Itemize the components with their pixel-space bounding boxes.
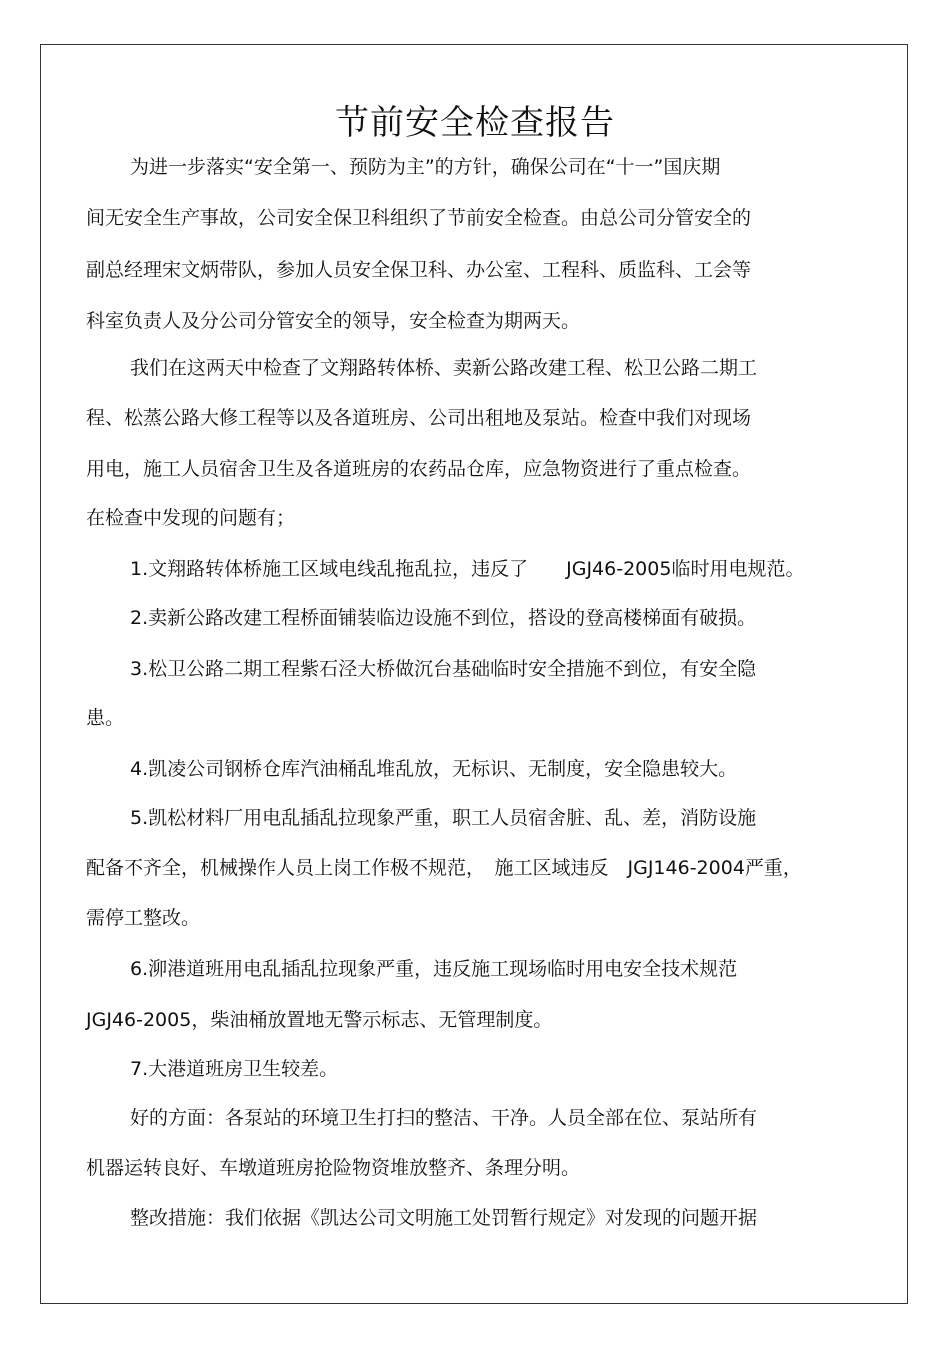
- paragraph-line: 需停工整改。: [86, 907, 201, 929]
- paragraph-line: 4.凯凌公司钢桥仓库汽油桶乱堆乱放，无标识、无制度，安全隐患较大。: [130, 758, 738, 780]
- paragraph-line: 副总经理宋文炳带队，参加人员安全保卫科、办公室、工程科、质监科、工会等: [86, 259, 752, 281]
- paragraph-line: 患。: [86, 707, 125, 729]
- paragraph-line: 3.松卫公路二期工程紫石泾大桥做沉台基础临时安全措施不到位，有安全隐: [130, 658, 757, 680]
- paragraph-line: 6.泖港道班用电乱插乱拉现象严重，违反施工现场临时用电安全技术规范: [130, 958, 738, 980]
- paragraph-line: 为进一步落实“安全第一、预防为主”的方针，确保公司在“十一”国庆期: [130, 156, 721, 178]
- paragraph-line: 配备不齐全，机械操作人员上岗工作极不规范， 施工区域违反 JGJ146-2004严重，: [86, 857, 802, 879]
- paragraph-line: 在检查中发现的问题有；: [86, 507, 296, 529]
- paragraph-line: 间无安全生产事故，公司安全保卫科组织了节前安全检查。由总公司分管安全的: [86, 207, 752, 229]
- paragraph-line: 好的方面：各泵站的环境卫生打扫的整洁、干净。人员全部在位、泵站所有: [130, 1107, 758, 1129]
- paragraph-line: 2.卖新公路改建工程桥面铺装临边设施不到位，搭设的登高楼梯面有破损。: [130, 607, 757, 629]
- document-title: 节前安全检查报告: [335, 103, 615, 143]
- paragraph-line: 我们在这两天中检查了文翔路转体桥、卖新公路改建工程、松卫公路二期工: [130, 357, 758, 379]
- paragraph-line: 机器运转良好、车墩道班房抢险物资堆放整齐、条理分明。: [86, 1157, 581, 1179]
- paragraph-line: JGJ46-2005，柴油桶放置地无警示标志、无管理制度。: [86, 1009, 553, 1031]
- paragraph-line: 用电，施工人员宿舍卫生及各道班房的农药品仓库，应急物资进行了重点检查。: [86, 458, 752, 480]
- paragraph-line: 整改措施：我们依据《凯达公司文明施工处罚暂行规定》对发现的问题开据: [130, 1207, 758, 1229]
- paragraph-line: 科室负责人及分公司分管安全的领导，安全检查为期两天。: [86, 310, 581, 332]
- paragraph-line: 7.大港道班房卫生较差。: [130, 1058, 339, 1080]
- paragraph-line: 1.文翔路转体桥施工区域电线乱拖乱拉，违反了 JGJ46-2005临时用电规范。: [130, 558, 805, 580]
- paragraph-line: 5.凯松材料厂用电乱插乱拉现象严重，职工人员宿舍脏、乱、差，消防设施: [130, 807, 757, 829]
- paragraph-line: 程、松蒸公路大修工程等以及各道班房、公司出租地及泵站。检查中我们对现场: [86, 407, 752, 429]
